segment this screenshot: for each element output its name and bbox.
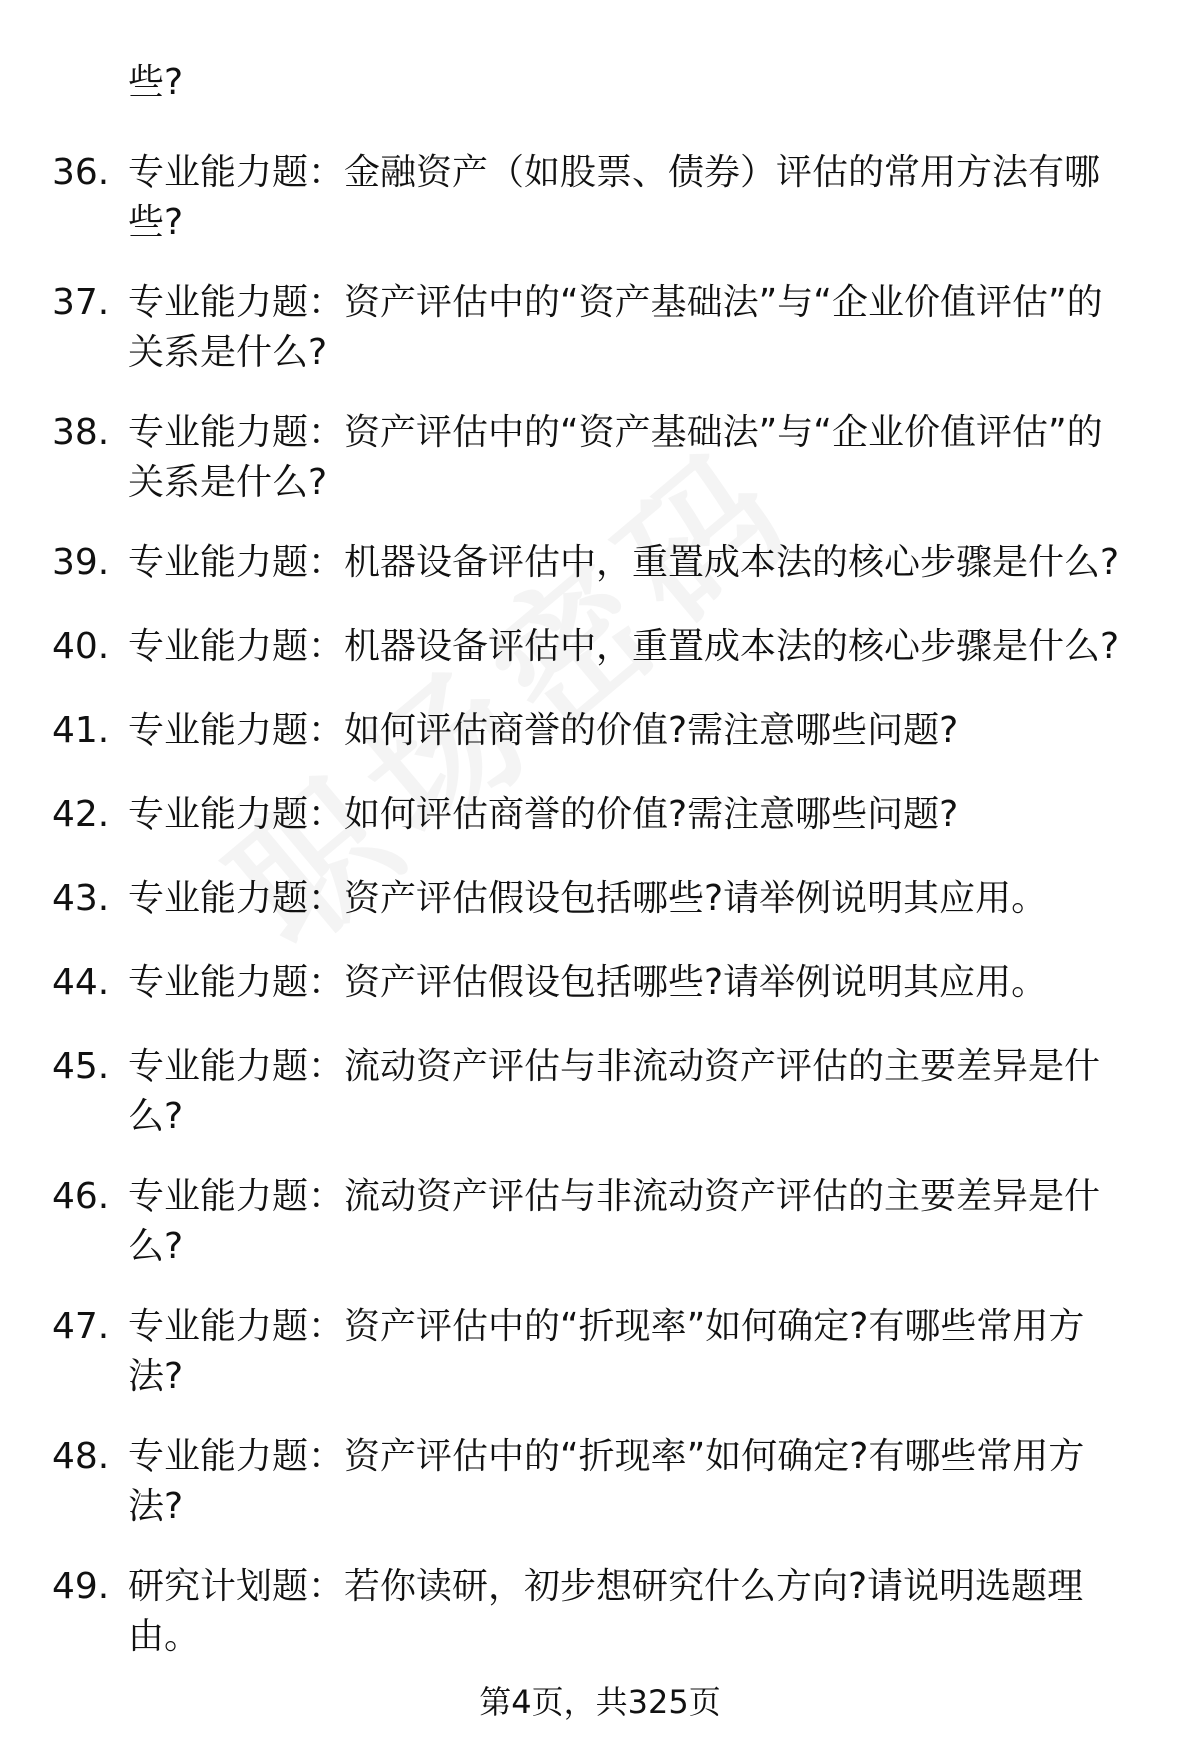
question-text: 专业能力题：资产评估中的“折现率”如何确定?有哪些常用方法?: [128, 1436, 1085, 1527]
question-number: 36.: [52, 152, 110, 193]
question-item: [0, 1562, 1200, 1657]
question-text: 专业能力题：资产评估中的“资产基础法”与“企业价值评估”的关系是什么?: [128, 282, 1103, 373]
question-text: 专业能力题：如何评估商誉的价值?需注意哪些问题?: [128, 710, 959, 751]
question-text: 专业能力题：流动资产评估与非流动资产评估的主要差异是什么?: [128, 1046, 1101, 1137]
question-item: [0, 706, 1200, 756]
question-text: 专业能力题：机器设备评估中，重置成本法的核心步骤是什么?: [128, 542, 1120, 583]
question-number: 42.: [52, 794, 110, 835]
question-number: 43.: [52, 878, 110, 919]
question-number: 41.: [52, 710, 110, 751]
question-text: 专业能力题：资产评估中的“资产基础法”与“企业价值评估”的关系是什么?: [128, 412, 1103, 503]
question-item: [0, 790, 1200, 840]
question-item: [0, 874, 1200, 924]
question-number: 44.: [52, 962, 110, 1003]
question-item: [0, 148, 1200, 243]
question-item: [0, 1042, 1200, 1137]
question-item: [0, 278, 1200, 373]
page-footer: 第4页，共325页: [479, 1683, 721, 1721]
question-text: 专业能力题：资产评估假设包括哪些?请举例说明其应用。: [128, 878, 1048, 919]
question-number: 45.: [52, 1046, 110, 1087]
question-item: [0, 408, 1200, 503]
question-item: [0, 538, 1200, 588]
question-list: [0, 148, 1200, 1692]
question-item: [0, 622, 1200, 672]
question-text: 专业能力题：资产评估假设包括哪些?请举例说明其应用。: [128, 962, 1048, 1003]
question-number: 37.: [52, 282, 110, 323]
question-item: [0, 1302, 1200, 1397]
question-text: 专业能力题：流动资产评估与非流动资产评估的主要差异是什么?: [128, 1176, 1101, 1267]
question-text: 专业能力题：金融资产（如股票、债券）评估的常用方法有哪些?: [128, 152, 1101, 243]
question-text: 专业能力题：机器设备评估中，重置成本法的核心步骤是什么?: [128, 626, 1120, 667]
question-number: 39.: [52, 542, 110, 583]
question-item: [0, 1432, 1200, 1527]
question-item: [0, 1172, 1200, 1267]
question-number: 47.: [52, 1306, 110, 1347]
question-text: 专业能力题：如何评估商誉的价值?需注意哪些问题?: [128, 794, 959, 835]
question-text: 研究计划题：若你读研，初步想研究什么方向?请说明选题理由。: [128, 1566, 1084, 1657]
question-item: [0, 958, 1200, 1008]
question-number: 40.: [52, 626, 110, 667]
question-number: 38.: [52, 412, 110, 453]
question-number: 49.: [52, 1566, 110, 1607]
continued-text: 些?: [128, 62, 184, 103]
question-number: 46.: [52, 1176, 110, 1217]
question-number: 48.: [52, 1436, 110, 1477]
question-text: 专业能力题：资产评估中的“折现率”如何确定?有哪些常用方法?: [128, 1306, 1085, 1397]
